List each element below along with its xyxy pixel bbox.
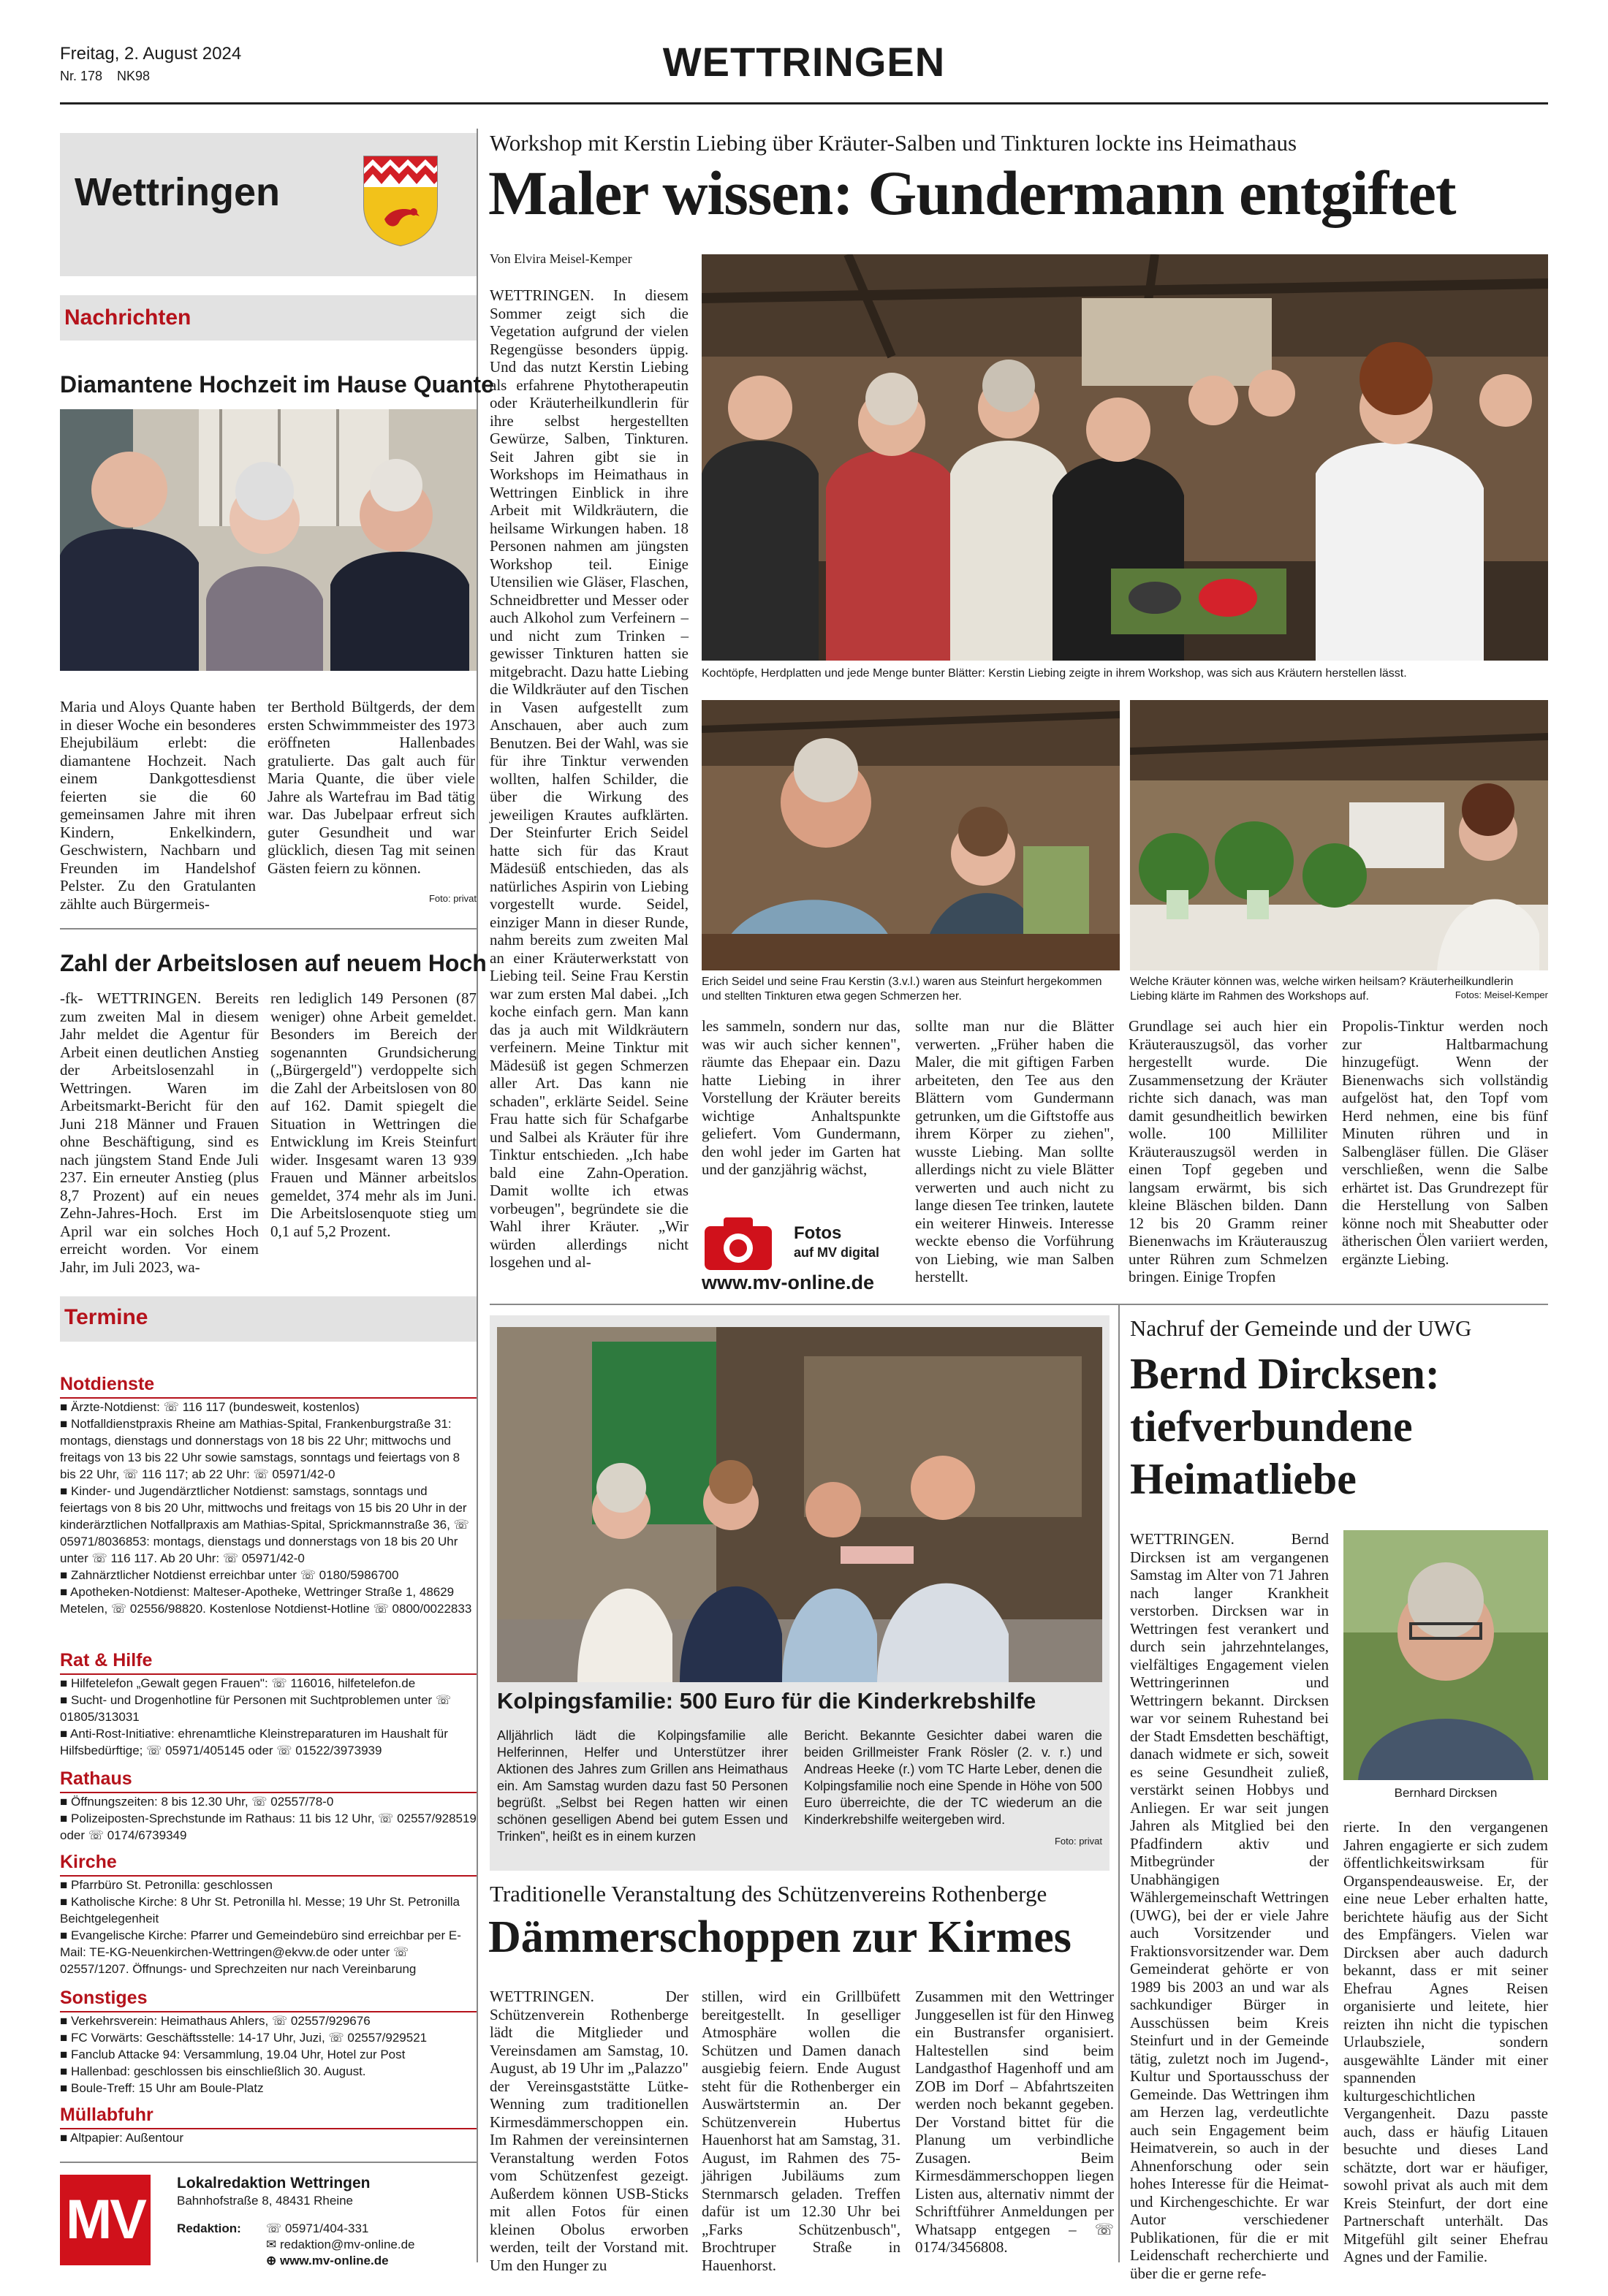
hochzeit-headline: Diamantene Hochzeit im Hause Quante: [60, 371, 494, 398]
rathilfe-list: [60, 1675, 477, 1759]
redaktion-web[interactable]: ⊕ www.mv-online.de: [266, 2254, 389, 2268]
schuetzen-col1: WETTRINGEN. Der Schützenverein Rothenberge lädt die Mitglieder und Vereinsdamen am Samstag, 10. August, ab 19 Uhr im „Palazzo" der Vereinsgaststätte Lütke-Wenning zum traditionellen Kirmesdämmerschoppen ein. Im Rahmen der vereinsinternen Veranstaltung werden Fotos vom Schützenfest gezeigt. Außerdem können USB-Sticks mit allen Fotos für einen kleinen Obolus erworben werden, teilt der Vorstand mit. Um den Hunger zu: [490, 1988, 689, 2274]
notdienst-item: ■ Zahnärztlicher Notdienst erreichbar unter ☏ 0180/5986700: [60, 1568, 399, 1582]
schuetzen-col2: stillen, wird ein Grillbüfett bereitgestellt. In geselliger Atmosphäre wollen die Schützen und Damen danach ausgiebig feiern. Ende August steht für die Rothenberger ein Auswärtstermin an. Der Schützenverein Hubertus Hauenhorst hat am Samstag, 31. August, im Rahmen des 75-jährigen Jubiläums zum Sternmarsch geladen. Treffen dafür ist um 12.30 Uhr bei „Farks Schützenbusch", Brochtruper Straße in Hauenhorst.: [702, 1988, 900, 2274]
kolping-col2: Bericht. Bekannte Gesichter dabei waren die beiden Grillmeister Frank Rösler (2. v. r.) und Andreas Heeke (r.) vom TC Harte Leber, denen die Kolpingsfamilie noch eine Spende in Höhe von 500 Euro überreichte, die der TC wiederum an die Kinderkrebshilfe weitergeben wird.: [804, 1728, 1102, 1827]
arbeitslose-col1: -fk- WETTRINGEN. Bereits zum zweiten Mal in diesem Jahr meldet die Agentur für Arbeit einen deutlichen Anstieg der Arbeitslosenzahl in Wettringen. Waren im Arbeitsmarkt-Bericht für den Juni 218 Männer und Frauen ohne Beschäftigung, sind es nach jüngstem Stand Ende Juli 237. Ein erneuter Anstieg (plus 8,7 Prozent) auf ein neues Zehn-Jahres-Hoch. Erst im April war ein solches Hoch erreicht worden. Vor einem Jahr, im Juli 2023, wa-: [60, 989, 259, 1276]
promo-sub: auf MV digital: [794, 1245, 879, 1260]
workshop-photo-main: [702, 254, 1548, 661]
nachruf-col1: WETTRINGEN. Bernd Dircksen ist am vergangenen Samstag im Alter von 71 Jahren nach langer Krankheit verstorben. Dircksen war in Wettringen fest verankert und durch sein jahrzehntelanges, vielfältiges Engagement vielen Wettringerinnen und Wettringern bekannt. Dircksen war vor seinem Ruhestand bei der Stadt Emsdetten beschäftigt, danach widmete er sich, soweit es seine Gesundheit zuließ, verstärkt seinen Hobbys und Anliegen. Er war seit jungen Jahren als Mitglied bei den Pfadfindern aktiv und Mitbegründer der Unabhängigen Wählergemeinschaft Wettringen (UWG), bei der er viele Jahre auch Vorsitzender und Fraktionsvorsitzender war. Dem Gemeinderat gehörte er von 1989 bis 2003 an und war als sachkundiger Bürger in Ausschüssen beim Kreis Steinfurt und in der Gemeinde tätig, zuletzt noch im Jugend-, Kultur und Sportausschuss der Gemeinde. Das Wettringen ihm am Herzen lag, verdeutlichte auch sein Engagement beim Heimatverein, so auch in der Ahnenforschung oder sein hohes Interesse für die Heimat- und Kirchengeschichte. Er war Autor verschiedener Publikationen, für die er mit Leidenschaft recherchierte und über die er gerne refe-: [1130, 1530, 1329, 2282]
issue-date: Freitag, 2. August 2024: [60, 44, 242, 64]
workshop-photo-herbs: [1130, 700, 1548, 970]
dircksen-photo: [1343, 1530, 1548, 1780]
sonstiges-list: [60, 2012, 477, 2097]
caption-seidel-photo: Erich Seidel und seine Frau Kerstin (3.v.l.) waren aus Steinfurt hergekommen und stellten Tinkturen etwa gegen Schmerzen her.: [702, 976, 1102, 1003]
fotos-promo[interactable]: [702, 1213, 900, 1299]
redaktion-email[interactable]: ✉ redaktion@mv-online.de: [266, 2238, 415, 2251]
sidebar-divider: [477, 129, 478, 2262]
nachrichten-divider: [60, 928, 477, 930]
nachruf-col2: rierte. In den vergangenen Jahren engagierte er sich zudem öffentlichkeitswirksam für Organspendeausweise. Er, der eine neue Leber erhalten hatte, berichtete häufig aus der Sicht des Empfängers. Vielen war Dircksen aber auch dadurch bekannt, dass er mit seiner Ehefrau Agnes Reisen organisierte und leitete, hier reizten ihn nicht die typischen Urlaubsziele, sondern ausgewählte Länder mit einer spannenden kulturgeschichtlichen Vergangenheit. Dazu passte auch, dass er häufig Litauen besuchte und dieses Land schätzte, dort war er häufiger, sowohl privat als auch mit dem Kreis Steinfurt, der dort eine Partnerschaft unterhält. Das Mitgefühl gilt seiner Ehefrau Agnes und der Familie.: [1343, 1818, 1548, 2265]
rathilfe-item: ■ Sucht- und Drogenhotline für Personen mit Suchtproblemen unter ☏ 01805/313031: [60, 1693, 452, 1724]
workshop-photo-seidel: [702, 700, 1120, 970]
promo-url[interactable]: www.mv-online.de: [702, 1271, 875, 1293]
redaktion-name: Lokalredaktion Wettringen: [177, 2175, 371, 2192]
redaktion-label: Redaktion:: [177, 2221, 241, 2235]
sonstiges-heading: Sonstiges: [60, 1988, 148, 2008]
main-col1: WETTRINGEN. In diesem Sommer zeigt sich die Vegetation aufgrund der vielen Regengüsse besonders üppig. Und das nutzt Kerstin Liebing als erfahrene Phytotherapeutin oder Kräuterheilkundlerin für ihre selbst hergestellten Gewürze, Salben, Tinkturen. Seit Jahren gibt sie in Workshops im Heimathaus in Wettringen Einblick in ihre Arbeit mit Wildkräutern, die heilsame Wirkungen haben. 18 Personen nahmen am jüngsten Workshop teil. Einige Utensilien wie Gläser, Flaschen, Schneidbretter und Messer oder auch Alkohol zum Verfeinern – und nicht zum Trinken – gewisser Tinkturen hatten sie mitgebracht. Dazu hatte Liebing die Wildkräuter auf den Tischen in Vasen aufgestellt zum Anschauen, aber auch zum Benutzen. Bei der Wahl, was sie für ihre Tinktur verwenden wollten, halfen Schilder, die über die Wirkung des jeweiligen Krautes aufklärten. Der Steinfurter Erich Seidel hatte sich für das Kraut Mädesüß entschieden, das als natürliches Aspirin von Liebing vorgestellt wurde. Seidel, einziger Mann in dieser Runde, nahm bereits zum zweiten Mal an einer Kräuterwerkstatt von Liebing teil. Seine Frau Kerstin war zum ersten Mal dabei. „Ich koche einfach gern. Man kann das ja auch mit Wildkräutern verfeinern. Meine Tinktur mit Mädesüß ist gegen Schmerzen aller Art. Das kann nie schaden", erklärte Seidel. Seine Frau hatte sich für Schafgarbe und Salbei als Kräuter für ihre Tinktur entschieden. „Ich habe bald eine Zahn-Operation. Damit wollte ich etwas vorbeugen", begründete sie die Wahl ihrer Kräuter. „Wir würden allerdings nicht losgehen und al-: [490, 286, 689, 1271]
notdienst-item: ■ Notfalldienstpraxis Rheine am Mathias-Spital, Frankenburgstraße 31: montags, dienstags und donnerstags von 18 bis 22 Uhr; mittwochs und freitags von 13 bis 22 Uhr sowie samstags, sonntags und feiertags von 8 bis 22 Uhr, ☏ 116 117; ab 22 Uhr: ☏ 05971/42-0: [60, 1417, 460, 1481]
rathaus-item: ■ Öffnungszeiten: 8 bis 12.30 Uhr, ☏ 02557/78-0: [60, 1795, 334, 1809]
sonstiges-item: ■ Fanclub Attacke 94: Versammlung, 19.04 Uhr, Hotel zur Post: [60, 2048, 406, 2061]
main-kicker: Workshop mit Kerstin Liebing über Kräuter-Salben und Tinkturen lockte ins Heimathaus: [490, 130, 1297, 156]
notdienste-list: [60, 1399, 477, 1617]
dircksen-photo-caption: Bernhard Dircksen: [1394, 1786, 1498, 1800]
hochzeit-photo: [60, 409, 477, 671]
hochzeit-col2: ter Berthold Bültgerds, der dem ersten Schwimmmeister des 1973 eröffneten Hallenbades gratulierte. Das galt auch für Maria Quante, die über viele Jahre als Wartefrau im Bad tätig war. Das Jubelpaar erfreut sich guter Gesundheit und war glücklich, diesen Tag mit seinen Gästen feiern zu können.: [268, 698, 475, 877]
hochzeit-credit: Foto: privat: [428, 893, 477, 904]
arbeitslose-headline: Zahl der Arbeitslosen auf neuem Hoch: [60, 950, 487, 976]
rathilfe-item: ■ Anti-Rost-Initiative: ehrenamtliche Kleinstreparaturen im Haushalt für Hilfsbedürftige; ☏ 05971/405145 oder ☏ 01522/3973939: [60, 1727, 448, 1757]
main-headline: Maler wissen: Gundermann entgiftet: [488, 158, 1456, 228]
main-bottom-rule: [490, 1304, 1548, 1305]
kirche-list: [60, 1877, 477, 1977]
camera-icon: [705, 1217, 772, 1270]
redaktion-rule: [60, 2162, 477, 2163]
schuetzen-kicker: Traditionelle Veranstaltung des Schützenvereins Rothenberge: [490, 1881, 1047, 1907]
kirche-item: ■ Evangelische Kirche: Pfarrer und Gemeindebüro sind erreichbar per E-Mail: TE-KG-Neuenkirchen-Wettringen@ekvw.de oder unter ☏ 02557/1207. Öffnungs- und Sprechzeiten nur nach Vereinbarung: [60, 1928, 461, 1976]
kirche-item: ■ Katholische Kirche: 8 Uhr St. Petronilla hl. Messe; 19 Uhr St. Petronilla Beichtgelegenheit: [60, 1895, 460, 1926]
sonstiges-item: ■ FC Vorwärts: Geschäftsstelle: 14-17 Uhr, Juzi, ☏ 02557/929521: [60, 2031, 428, 2045]
kolping-headline: Kolpingsfamilie: 500 Euro für die Kinderkrebshilfe: [497, 1688, 1036, 1714]
rathaus-item: ■ Polizeiposten-Sprechstunde im Rathaus: 11 bis 12 Uhr, ☏ 02557/928519 oder ☏ 0174/6739349: [60, 1812, 477, 1842]
arbeitslose-col2: ren lediglich 149 Personen (87 weniger) ohne Arbeit gemeldet. Besonders im Bereich der sogenannten Grundsicherung („Bürgergeld") verdoppelte sich die Zahl der Arbeitslosen von 80 auf 162. Damit spiegelt die Situation in Wettringen die Entwicklung im Kreis Steinfurt wider. Insgesamt waren 13 939 Frauen und Männer arbeitslos gemeldet, 374 mehr als im Juni. Die Arbeitslosenquote stieg um 0,1 auf 5,2 Prozent.: [270, 989, 477, 1240]
promo-title: Fotos: [794, 1223, 842, 1243]
main-col4: Grundlage sei auch hier ein Kräuterauszugsöl, das vorher hergestellt wurde. Die Zusammensetzung der Kräuter richte sich danach, was man damit gesundheitlich bewirken wolle. 100 Milliliter Kräuterauszugsöl werden in einen Topf gegeben und langsam erwärmt, bis sich kleine Bläschen bilden. Dann 12 bis 20 Gramm reiner Bienenwachs im Kräuterauszug unter Rühren zum Schmelzen bringen. Einige Tropfen: [1129, 1017, 1327, 1285]
rathilfe-item: ■ Hilfetelefon „Gewalt gegen Frauen": ☏ 116016, hilfetelefon.de: [60, 1676, 416, 1690]
kirche-item: ■ Pfarrbüro St. Petronilla: geschlossen: [60, 1878, 273, 1892]
issue-number: Nr. 178 NK98: [60, 69, 151, 83]
sonstiges-item: ■ Verkehrsverein: Heimathaus Ahlers, ☏ 02557/929676: [60, 2014, 371, 2028]
nachruf-headline-1: Bernd Dircksen:: [1130, 1350, 1440, 1398]
redaktion-phone: ☏ 05971/404-331: [266, 2221, 369, 2235]
sonstiges-item: ■ Hallenbad: geschlossen bis einschließlich 30. August.: [60, 2064, 366, 2078]
nachruf-divider: [1118, 1304, 1120, 2262]
muell-list: [60, 2129, 477, 2146]
nachruf-kicker: Nachruf der Gemeinde und der UWG: [1130, 1315, 1472, 1341]
notdienst-item: ■ Kinder- und Jugendärztlicher Notdienst: samstags, sonntags und feiertags von 8 bis 20 Uhr, mittwochs und freitags von 15 bis 20 Uhr in der kinderärztlichen Notfallpraxis am Mathias-Spital, Sprickmannstraße 36, ☏ 05971/8036853: montags, dienstags und donnerstags von 18 bis 20 Uhr unter ☏ 116 117. Ab 20 Uhr: ☏ 05971/42-0: [60, 1484, 469, 1565]
notdienst-item: ■ Ärzte-Notdienst: ☏ 116 117 (bundesweit, kostenlos): [60, 1400, 360, 1414]
page-title: WETTRINGEN: [662, 39, 946, 85]
sonstiges-item: ■ Boule-Treff: 15 Uhr am Boule-Platz: [60, 2081, 264, 2095]
nachruf-headline-2: tiefverbundene: [1130, 1402, 1413, 1451]
muell-item: ■ Altpapier: Außentour: [60, 2131, 184, 2145]
main-col5: Propolis-Tinktur werden noch zur Haltbarmachung hinzugefügt. Wenn der Bienenwachs sich vollständig aufgelöst hat, den Topf vom Herd nehmen, eine bis fünf Minuten rühren und in Salbengläser füllen. Die Gläser verschließen, wenn die Salbe erhärtet ist. Das Grundrezept für die Herstellung von Salben könne noch mit Sheabutter oder ätherischen Ölen variiert werden, ergänzte Liebing.: [1342, 1017, 1548, 1268]
kirche-heading: Kirche: [60, 1852, 117, 1872]
rathilfe-heading: Rat & Hilfe: [60, 1650, 153, 1670]
kolping-photo: [497, 1327, 1102, 1682]
header-rule: [60, 102, 1548, 104]
caption-herbs-photo: Welche Kräuter können was, welche wirken heilsam? Kräuterheilkundlerin Liebing klärte im Rahmen des Workshops auf.: [1130, 976, 1514, 1003]
main-photo-credit: Fotos: Meisel-Kemper: [1455, 989, 1548, 1000]
caption-main-photo: Kochtöpfe, Herdplatten und jede Menge bunter Blätter: Kerstin Liebing zeigte in ihrem Workshop, was sich aus Kräutern herstellen lässt.: [702, 667, 1407, 680]
hochzeit-col1: Maria und Aloys Quante haben in dieser Woche ein besonderes Ehejubiläum erlebt: die diamantene Hochzeit. Nach einem Dankgottesdienst feierten sie die 60 gemeinsamen Jahre mit ihren Kindern, Enkelkindern, Geschwistern, Nachbarn und Freunden im Handelshof Pelster. Zu den Gratulanten zählte auch Bürgermeis-: [60, 698, 256, 913]
schuetzen-col3: Zusammen mit den Wettringer Junggesellen ist für den Hinweg ein Bustransfer organisiert. Haltestellen sind beim Landgasthof Hagenhoff und am ZOB im Dorf – Abfahrtszeiten werden noch bekannt gegeben. Der Vorstand bittet für die Planung um verbindliche Zusagen. Beim Kirmesdämmerschoppen liegen Listen aus, alternativ nimmt der Schriftführer Anmeldungen per Whatsapp entgegen – ☏ 0174/3456808.: [915, 1988, 1114, 2256]
muell-heading: Müllabfuhr: [60, 2105, 153, 2125]
sidebar-town-name: Wettringen: [75, 170, 280, 214]
termine-label: Termine: [64, 1305, 148, 1329]
main-col2: les sammeln, sondern nur das, was wir auch sicher kennen", räumte das Ehepaar ein. Dazu hatte Liebing in ihrer Vorstellung der Kräuter bereits wichtige Anhaltspunkte geliefert. Vom Gundermann, den wohl jeder im Garten hat und der ganzjährig wächst,: [702, 1017, 900, 1178]
rathaus-list: [60, 1793, 477, 1844]
nachrichten-label: Nachrichten: [64, 305, 191, 330]
kolping-credit: Foto: privat: [1054, 1836, 1102, 1847]
nachruf-headline-3: Heimatliebe: [1130, 1455, 1357, 1503]
coat-of-arms-icon: [363, 155, 439, 247]
redaktion-address: Bahnhofstraße 8, 48431 Rheine: [177, 2194, 354, 2208]
main-byline: Von Elvira Meisel-Kemper: [490, 251, 632, 266]
mv-logo: MV: [60, 2175, 151, 2265]
main-col3: sollte man nur die Blätter verwerten. „Früher haben die Maler, die mit giftigen Farben arbeiteten, den Tee aus den Blättern vom Gundermann getrunken, um die Giftstoffe aus ihrem Körper zu ziehen", wusste Liebing. Man sollte allerdings nicht zu viele Blätter verwerten und auch nicht zu lange diesen Tee trinken, lautete ein weiterer Hinweis. Interesse weckte ebenso die Vorführung von Liebing, wie man Salben herstellt.: [915, 1017, 1114, 1285]
kolping-col1: Alljährlich lädt die Kolpingsfamilie alle Helferinnen, Helfer und Unterstützer ihrer Aktionen des Jahres zum Grillen ans Heimathaus ein. Am Samstag wurden dazu fast 50 Personen begrüßt. „Selbst bei Regen hatten wir einen schönen geselligen Abend bei gutem Essen und Trinken", heißt es in einem kurzen: [497, 1728, 788, 1844]
schuetzen-headline: Dämmerschoppen zur Kirmes: [488, 1912, 1072, 1962]
rathaus-heading: Rathaus: [60, 1768, 132, 1789]
notdienst-item: ■ Apotheken-Notdienst: Malteser-Apotheke, Wettringer Straße 1, 48629 Metelen, ☏ 02556/98820. Kostenlose Notdienst-Hotline ☏ 0800/0022833: [60, 1585, 472, 1616]
notdienste-heading: Notdienste: [60, 1374, 155, 1394]
